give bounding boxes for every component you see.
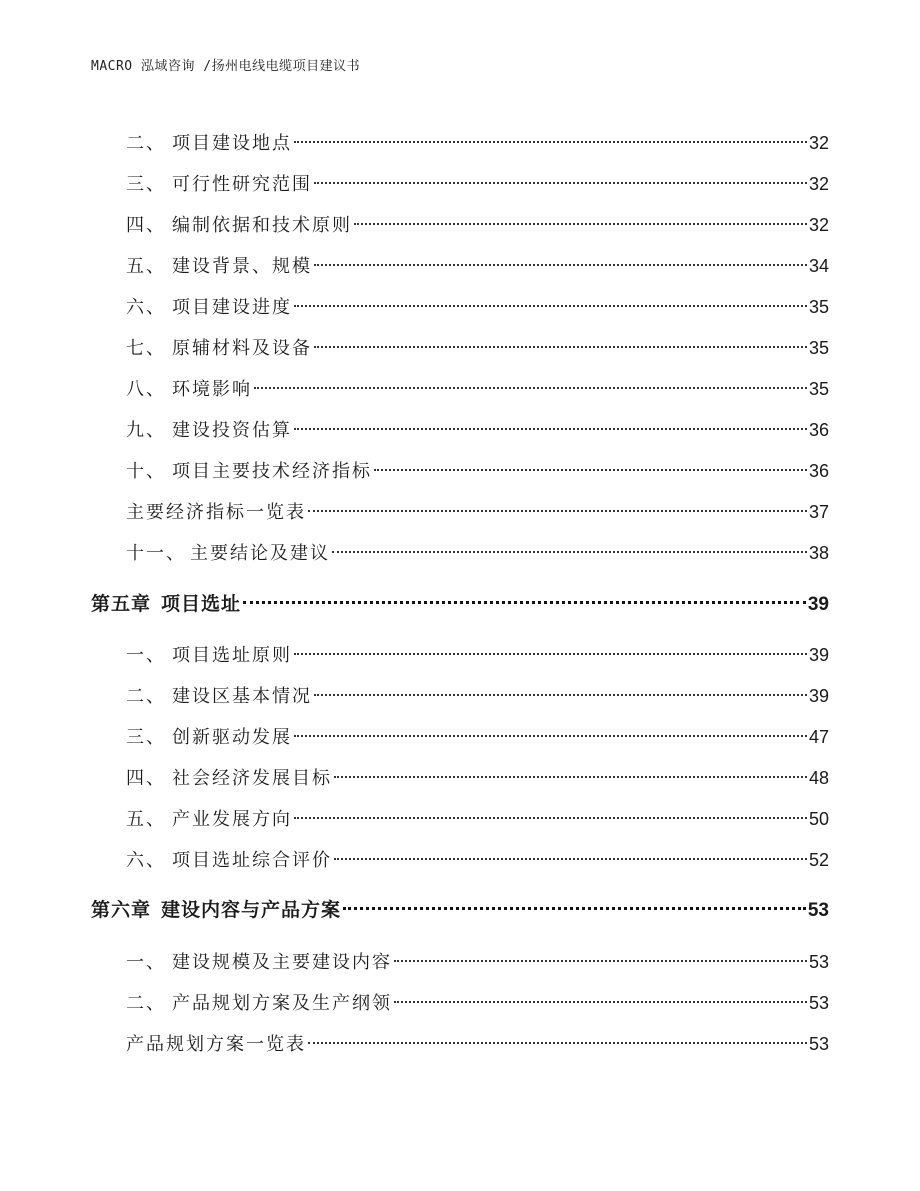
toc-entry-number: 二、 xyxy=(126,993,166,1014)
toc-entry-title: 编制依据和技术原则 xyxy=(172,215,352,236)
dot-leader xyxy=(343,890,806,916)
toc-entry[interactable] xyxy=(126,246,829,277)
dot-leader xyxy=(394,942,807,968)
toc-entry[interactable] xyxy=(126,123,829,154)
toc-entry-page: 52 xyxy=(808,850,829,870)
toc-entry-title: 建设规模及主要建设内容 xyxy=(172,952,392,973)
toc-chapter-title xyxy=(91,591,241,617)
toc-entry-title: 创新驱动发展 xyxy=(172,727,292,748)
dot-leader xyxy=(374,451,807,477)
toc-entry-page: 47 xyxy=(808,727,829,747)
toc-entry-number: 七、 xyxy=(126,338,166,359)
dot-leader xyxy=(294,799,807,825)
toc-entry-number: 二、 xyxy=(126,133,166,154)
toc-chapter-name: 建设内容与产品方案 xyxy=(161,899,342,921)
dot-leader xyxy=(308,1024,807,1050)
toc-entry-page: 35 xyxy=(808,297,829,317)
toc-entry-page: 50 xyxy=(808,809,829,829)
toc-entry-number: 八、 xyxy=(126,379,166,400)
toc-entry-number: 三、 xyxy=(126,174,166,195)
toc-chapter-title xyxy=(91,897,341,923)
toc-entry-title: 项目选址综合评价 xyxy=(172,850,332,871)
toc-entry-title: 可行性研究范围 xyxy=(172,174,312,195)
toc-entry-title: 社会经济发展目标 xyxy=(172,768,332,789)
toc-entry[interactable] xyxy=(126,1024,829,1055)
toc-entry-number: 九、 xyxy=(126,420,166,441)
dot-leader xyxy=(332,533,807,559)
dot-leader xyxy=(294,635,807,661)
dot-leader xyxy=(308,492,807,518)
toc-entry[interactable] xyxy=(126,287,829,318)
toc-entry[interactable] xyxy=(126,164,829,195)
toc-entry-number: 四、 xyxy=(126,768,166,789)
dot-leader xyxy=(294,123,807,149)
dot-leader xyxy=(254,369,807,395)
toc-entry-title: 建设背景、规模 xyxy=(172,256,312,277)
dot-leader xyxy=(394,983,807,1009)
toc-entry-number: 一、 xyxy=(126,952,166,973)
toc-entry-title: 建设投资估算 xyxy=(172,420,292,441)
toc-entry-page: 32 xyxy=(808,215,829,235)
toc-entry-page: 38 xyxy=(808,543,829,563)
toc-entry-title: 主要结论及建议 xyxy=(190,543,330,564)
toc-entry[interactable] xyxy=(126,533,829,564)
toc-entry-page: 53 xyxy=(808,1034,829,1054)
toc-entry[interactable] xyxy=(126,492,829,523)
toc-entry-number: 六、 xyxy=(126,850,166,871)
toc-entry-page: 37 xyxy=(808,502,829,522)
toc-entry-title: 产品规划方案一览表 xyxy=(126,1034,306,1055)
toc-entry[interactable] xyxy=(126,942,829,973)
toc-entry-number: 四、 xyxy=(126,215,166,236)
dot-leader xyxy=(294,287,807,313)
toc-chapter-name: 项目选址 xyxy=(161,593,242,615)
toc-entry-number: 五、 xyxy=(126,256,166,277)
dot-leader xyxy=(314,676,807,702)
toc-entry-number: 五、 xyxy=(126,809,166,830)
toc-entry-page: 53 xyxy=(808,993,829,1013)
toc-entry-title: 项目建设地点 xyxy=(172,133,292,154)
page-header: MACRO 泓域咨询 /扬州电线电缆项目建议书 xyxy=(91,59,361,74)
toc-entry-number: 六、 xyxy=(126,297,166,318)
toc-entry-number: 三、 xyxy=(126,727,166,748)
toc-entry-number: 二、 xyxy=(126,686,166,707)
toc-entry-page: 53 xyxy=(808,952,829,972)
toc-entry-page: 35 xyxy=(808,338,829,358)
toc-entry[interactable] xyxy=(126,799,829,830)
toc-entry-page: 35 xyxy=(808,379,829,399)
toc-entry-page: 39 xyxy=(807,594,829,615)
toc-entry[interactable] xyxy=(126,676,829,707)
toc-chapter-entry[interactable] xyxy=(91,584,829,615)
toc-entry-title: 建设区基本情况 xyxy=(172,686,312,707)
toc-entry[interactable] xyxy=(126,840,829,871)
toc-entry[interactable] xyxy=(126,205,829,236)
dot-leader xyxy=(334,840,807,866)
toc-entry[interactable] xyxy=(126,328,829,359)
toc-entry-page: 32 xyxy=(808,133,829,153)
dot-leader xyxy=(294,717,807,743)
dot-leader xyxy=(334,758,807,784)
toc-entry-page: 39 xyxy=(808,645,829,665)
toc-entry[interactable] xyxy=(126,717,829,748)
dot-leader xyxy=(314,164,807,190)
toc-chapter-number: 第五章 xyxy=(91,593,152,615)
toc-entry-number: 十、 xyxy=(126,461,166,482)
toc-entry-page: 39 xyxy=(808,686,829,706)
toc-entry-title: 环境影响 xyxy=(172,379,252,400)
toc-entry[interactable] xyxy=(126,635,829,666)
toc-entry[interactable] xyxy=(126,451,829,482)
toc-entry-title: 产品规划方案及生产纲领 xyxy=(172,993,392,1014)
toc-entry-page: 36 xyxy=(808,461,829,481)
toc-entry-title: 项目主要技术经济指标 xyxy=(172,461,372,482)
toc-entry-title: 项目建设进度 xyxy=(172,297,292,318)
toc-entry[interactable] xyxy=(126,369,829,400)
dot-leader xyxy=(354,205,807,231)
toc-entry-number: 一、 xyxy=(126,645,166,666)
dot-leader xyxy=(314,246,807,272)
toc-entry-page: 34 xyxy=(808,256,829,276)
dot-leader xyxy=(294,410,807,436)
toc-entry[interactable] xyxy=(126,983,829,1014)
toc-entry[interactable] xyxy=(126,410,829,441)
toc-entry-title: 产业发展方向 xyxy=(172,809,292,830)
toc-chapter-entry[interactable] xyxy=(91,890,829,921)
toc-entry-number: 十一、 xyxy=(126,543,186,564)
dot-leader xyxy=(314,328,807,354)
toc-entry-page: 36 xyxy=(808,420,829,440)
toc-entry-title: 项目选址原则 xyxy=(172,645,292,666)
toc-entry[interactable] xyxy=(126,758,829,789)
dot-leader xyxy=(243,584,806,610)
toc-chapter-number: 第六章 xyxy=(91,899,152,921)
toc-entry-page: 48 xyxy=(808,768,829,788)
toc-entry-title: 主要经济指标一览表 xyxy=(126,502,306,523)
toc-entry-title: 原辅材料及设备 xyxy=(172,338,312,359)
toc-entry-page: 53 xyxy=(807,900,829,921)
toc-entry-page: 32 xyxy=(808,174,829,194)
